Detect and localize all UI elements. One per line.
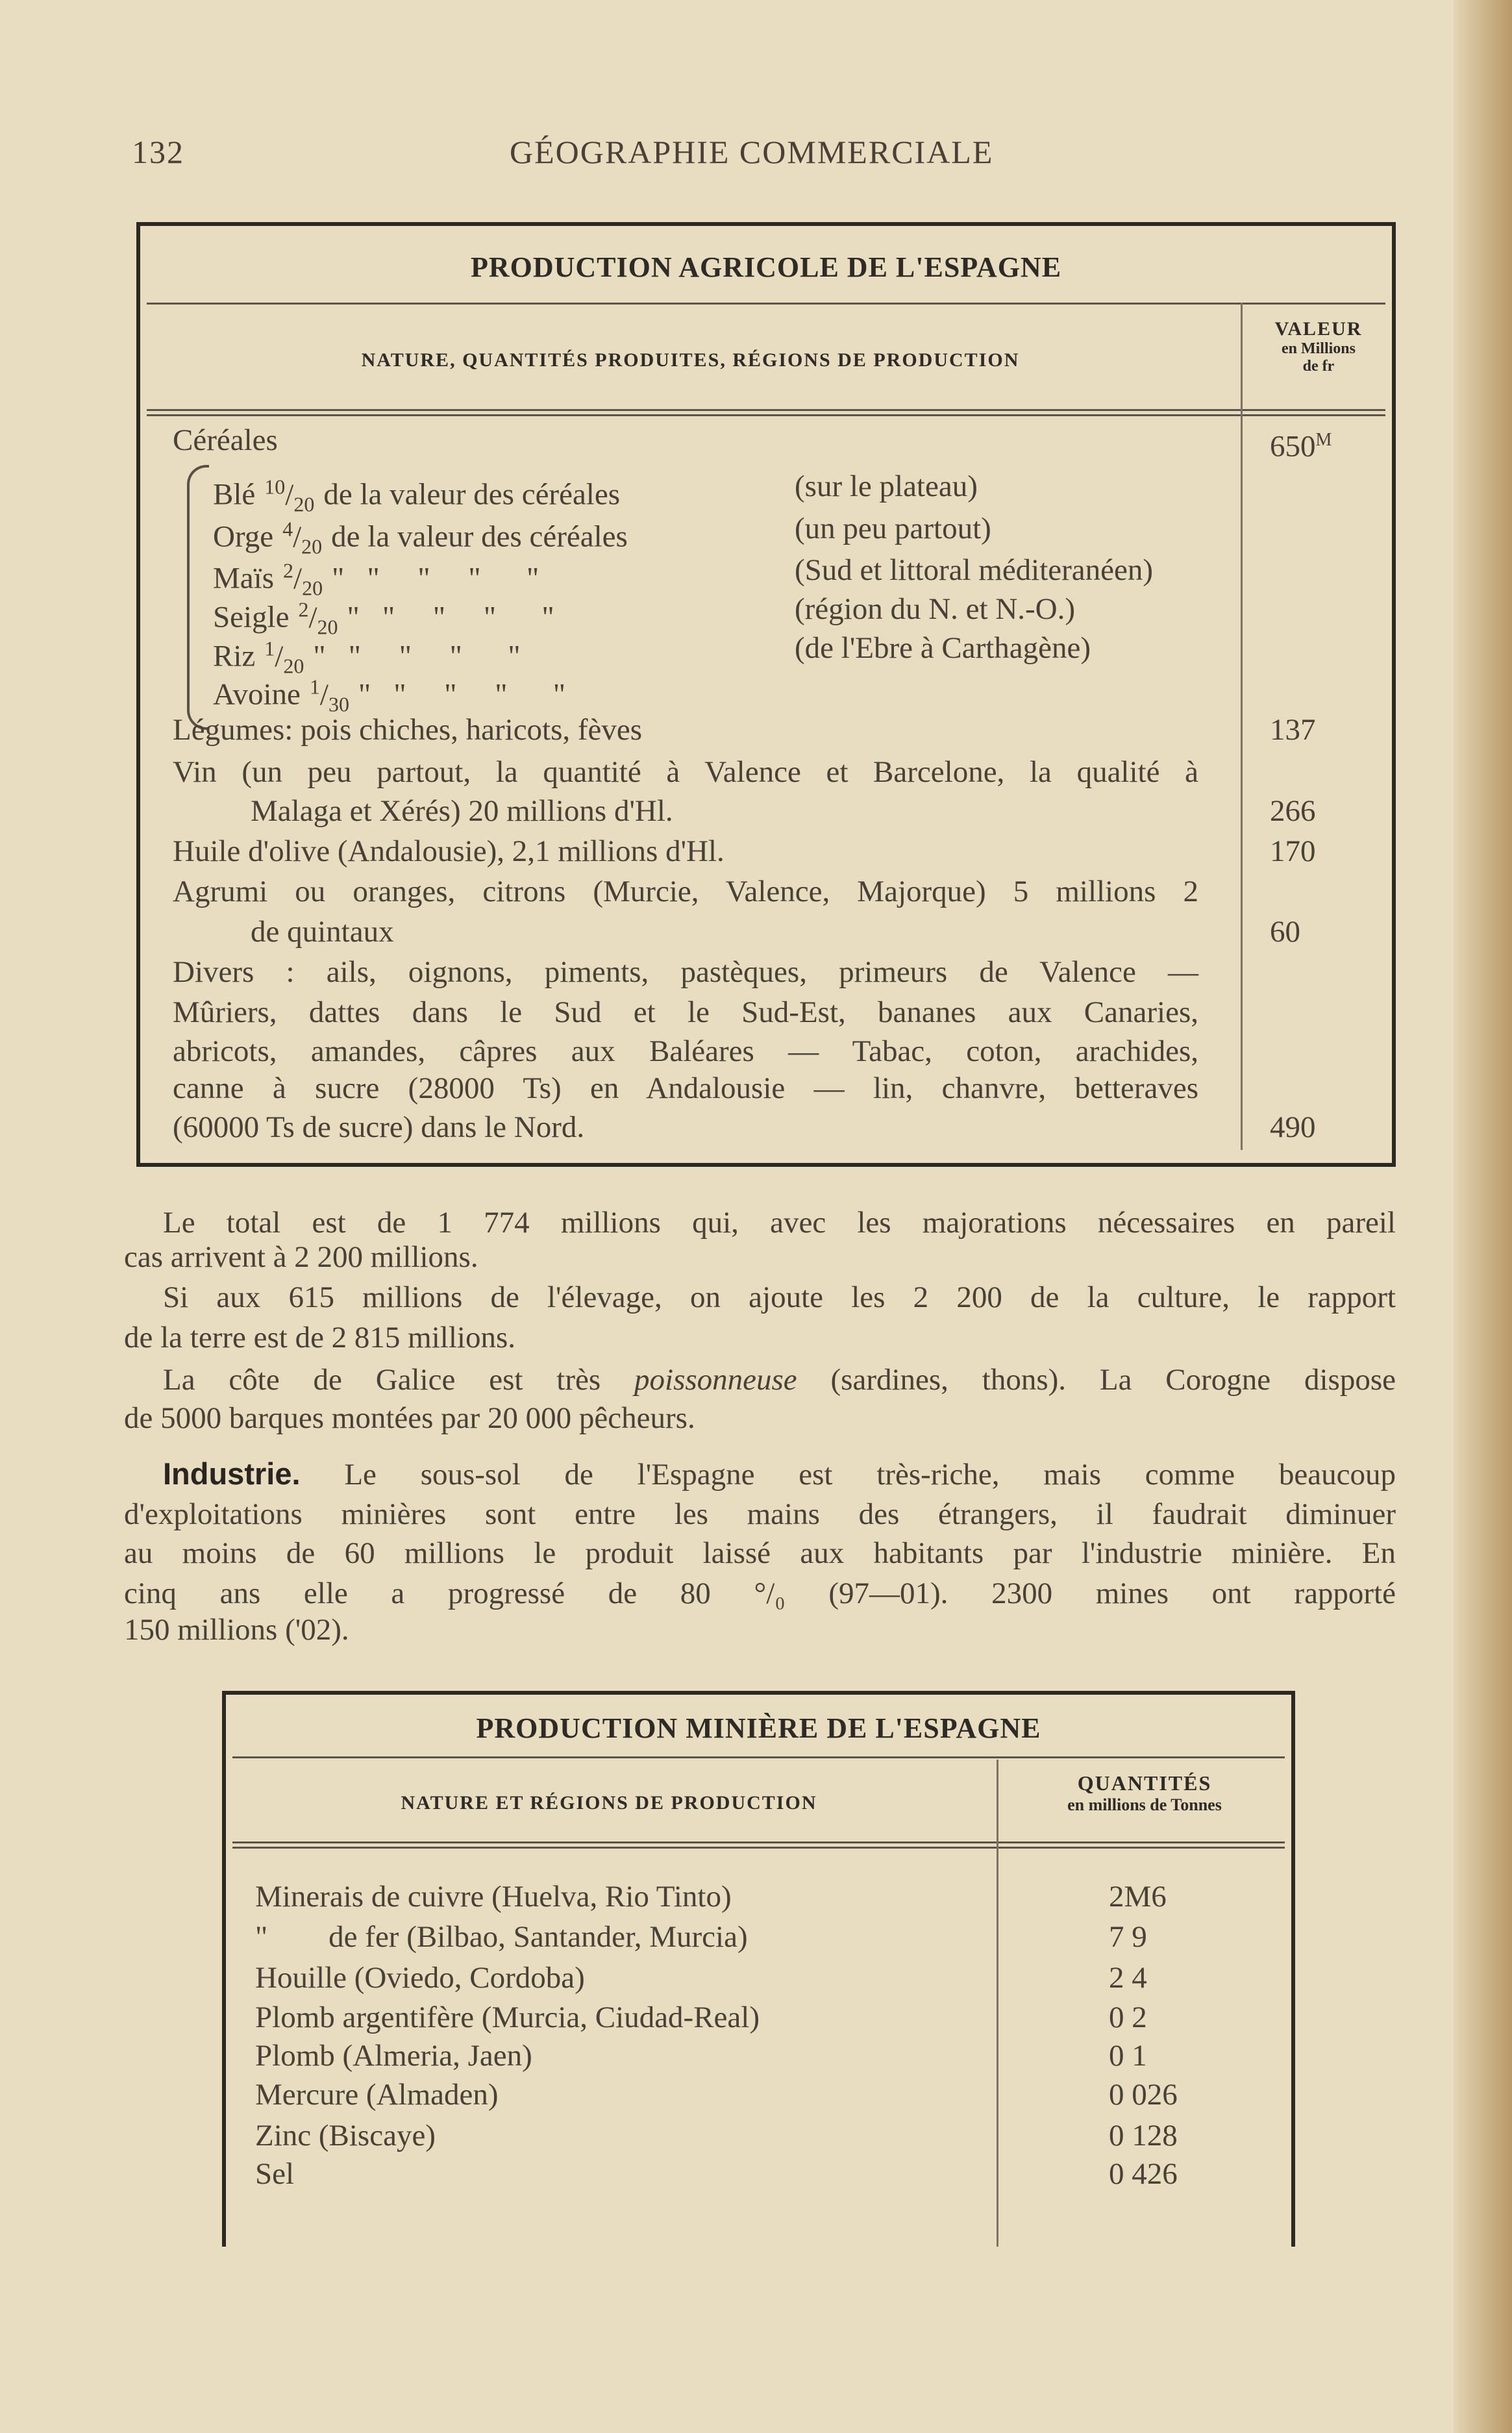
paragraph-line xyxy=(163,1278,1396,1317)
cereales-label: Céréales xyxy=(173,423,278,457)
paragraph-text: Le total est de 1 774 millions qui, avec les majorations nécessaires en pareil xyxy=(163,1206,1396,1240)
column-header-value-line: VALEUR xyxy=(1274,318,1363,340)
agri-row-value: 60 xyxy=(1270,915,1300,949)
mining-row-label: Minerais de cuivre (Huelva, Rio Tinto) xyxy=(255,1880,732,1914)
fraction: $^{10}/_{20}$ xyxy=(264,475,315,516)
fraction-numerator: 4 xyxy=(282,517,293,540)
mining-row-label: " de fer (Bilbao, Santander, Murcia) xyxy=(255,1920,748,1954)
value-unit: M xyxy=(1315,430,1332,450)
divider xyxy=(232,1847,1285,1849)
cereal-name: Riz xyxy=(213,639,256,673)
divider xyxy=(147,414,1385,416)
cereal-name: Maïs xyxy=(213,561,274,595)
paragraph-line xyxy=(124,1574,1396,1613)
table-title: PRODUCTION MINIÈRE DE L'ESPAGNE xyxy=(476,1712,1041,1744)
cereal-share: de la valeur des céréales xyxy=(323,477,621,512)
mining-row-value: 7 9 xyxy=(1109,1920,1147,1954)
fraction-denominator: 20 xyxy=(317,615,338,639)
paragraph-text: de 5000 barques montées par 20 000 pêcheurs. xyxy=(124,1401,695,1435)
agri-row-line: de quintaux xyxy=(251,915,394,949)
column-header-quantity-line: en millions de Tonnes xyxy=(1067,1795,1222,1814)
fraction-numerator: 1 xyxy=(264,636,275,660)
cereal-share: " " " " " xyxy=(358,677,566,712)
cereal-row xyxy=(213,467,1226,516)
fraction: $^1/_{30}$ xyxy=(309,675,349,716)
agri-row-line: Mûriers, dattes dans le Sud et le Sud-Est, bananes aux Canaries, xyxy=(173,995,1198,1029)
mining-row-label: Mercure (Almaden) xyxy=(255,2078,499,2112)
cereal-row xyxy=(213,629,1226,678)
paragraph-line xyxy=(163,1203,1396,1242)
cereal-region: (sur le plateau) xyxy=(795,469,978,503)
mining-row-label: Zinc (Biscaye) xyxy=(255,2119,436,2152)
mining-row-value: 0 026 xyxy=(1109,2078,1178,2112)
cereal-share: " " " " " xyxy=(332,561,539,595)
fraction-denominator: 20 xyxy=(293,492,315,516)
divider xyxy=(147,409,1385,411)
agri-row-line: Huile d'olive (Andalousie), 2,1 millions d'Hl. xyxy=(173,834,725,868)
cereal-name: Avoine xyxy=(213,677,301,712)
paragraph-line xyxy=(124,1534,1396,1573)
agri-row-value: 266 xyxy=(1270,794,1316,828)
paragraph-line xyxy=(163,1454,1396,1493)
table-title: PRODUCTION AGRICOLE DE L'ESPAGNE xyxy=(470,251,1062,283)
column-header-value-line: de fr xyxy=(1302,358,1335,375)
agri-row-value: 490 xyxy=(1270,1110,1316,1144)
agri-row-value: 170 xyxy=(1270,834,1316,868)
mining-row-value: 0 1 xyxy=(1109,2039,1147,2073)
paragraph-text: cinq ans elle a progressé de 80 °/₀ (97—01). 2300 mines ont rapporté xyxy=(124,1577,1396,1610)
cereal-region: (de l'Ebre à Carthagène) xyxy=(795,631,1091,665)
fraction-denominator: 20 xyxy=(301,534,323,558)
paragraph-line xyxy=(124,1610,1396,1649)
agri-row-line: Légumes: pois chiches, haricots, fèves xyxy=(173,713,643,747)
fraction: $^1/_{20}$ xyxy=(264,636,304,678)
column-header-value-line: en Millions xyxy=(1281,340,1356,357)
mining-row-label: Plomb argentifère (Murcia, Ciudad-Real) xyxy=(255,2001,760,2034)
cereal-row xyxy=(213,590,1226,639)
paragraph-text: au moins de 60 millions le produit laissé aux habitants par l'industrie minière. En xyxy=(124,1536,1396,1570)
agri-row-line: abricots, amandes, câpres aux Baléares — Tabac, coton, arachides, xyxy=(173,1034,1198,1068)
cereal-name: Blé xyxy=(213,477,256,512)
mining-row-label: Houille (Oviedo, Cordoba) xyxy=(255,1961,585,1995)
cereal-row xyxy=(213,509,1226,558)
paragraph-line xyxy=(124,1238,1396,1277)
fraction: $^2/_{20}$ xyxy=(298,597,338,639)
fraction-denominator: 30 xyxy=(328,692,349,716)
agri-row-line: Divers : ails, oignons, piments, pastèques, primeurs de Valence — xyxy=(173,955,1198,989)
paragraph-line xyxy=(124,1318,1396,1357)
column-header-value xyxy=(1244,318,1393,375)
page-edge-shadow xyxy=(1454,0,1512,2433)
cereal-share: " " " " " xyxy=(347,600,554,634)
agri-row-line: Agrumi ou oranges, citrons (Murcie, Valence, Majorque) 5 millions 2 xyxy=(173,875,1198,908)
divider xyxy=(147,303,1385,305)
agri-row-line: canne à sucre (28000 Ts) en Andalousie — lin, chanvre, betteraves xyxy=(173,1071,1198,1105)
page-number: 132 xyxy=(132,134,184,170)
cereal-region: (Sud et littoral méditeranéen) xyxy=(795,553,1154,587)
emphasis: poissonneuse xyxy=(634,1363,797,1397)
column-header-nature: NATURE ET RÉGIONS DE PRODUCTION xyxy=(401,1792,817,1814)
mining-row-value: 0 2 xyxy=(1109,2001,1147,2034)
paragraph-text: de la terre est de 2 815 millions. xyxy=(124,1321,516,1354)
brace xyxy=(187,465,209,730)
column-divider xyxy=(1241,303,1243,1150)
paragraph-text: cas arrivent à 2 200 millions. xyxy=(124,1240,478,1274)
cereal-name: Orge xyxy=(213,519,274,554)
agri-row-line: (60000 Ts de sucre) dans le Nord. xyxy=(173,1110,585,1144)
cereal-row xyxy=(213,551,1226,600)
section-heading: Industrie. xyxy=(163,1456,301,1491)
cereal-share: " " " " " xyxy=(313,639,521,673)
fraction-numerator: 2 xyxy=(283,558,293,582)
cereal-share: de la valeur des céréales xyxy=(331,519,628,554)
column-header-quantity-line: QUANTITÉS xyxy=(1077,1771,1212,1795)
mining-production-table xyxy=(222,1691,1295,2247)
column-header-nature: NATURE, QUANTITÉS PRODUITES, RÉGIONS DE PRODUCTION xyxy=(361,349,1020,371)
mining-row-label: Plomb (Almeria, Jaen) xyxy=(255,2039,532,2073)
running-title: GÉOGRAPHIE COMMERCIALE xyxy=(510,134,994,170)
cereal-name: Seigle xyxy=(213,600,290,634)
value-number: 650 xyxy=(1270,429,1316,464)
fraction: $^2/_{20}$ xyxy=(283,558,323,600)
mining-row-value: 2 4 xyxy=(1109,1961,1147,1995)
paragraph-text: d'exploitations minières sont entre les mains des étrangers, il faudrait diminuer xyxy=(124,1497,1396,1531)
mining-row-value: 0 128 xyxy=(1109,2119,1178,2152)
agri-row-value: 137 xyxy=(1270,713,1316,747)
agri-row-line: Vin (un peu partout, la quantité à Valence et Barcelone, la qualité à xyxy=(173,755,1198,789)
paragraph-line xyxy=(124,1399,1396,1438)
fraction-denominator: 20 xyxy=(302,576,323,600)
fraction-numerator: 1 xyxy=(309,675,320,698)
fraction: $^4/_{20}$ xyxy=(282,517,323,558)
agri-row-line: Malaga et Xérés) 20 millions d'Hl. xyxy=(251,794,673,828)
cereal-region: (région du N. et N.-O.) xyxy=(795,592,1076,626)
fraction-numerator: 2 xyxy=(298,597,309,621)
divider xyxy=(232,1756,1285,1758)
divider xyxy=(232,1841,1285,1843)
paragraph-text: Si aux 615 millions de l'élevage, on ajoute les 2 200 de la culture, le rapport xyxy=(163,1280,1396,1314)
agricultural-production-table xyxy=(136,222,1396,1167)
paragraph-line xyxy=(124,1495,1396,1534)
cereal-region: (un peu partout) xyxy=(795,512,991,545)
mining-row-label: Sel xyxy=(255,2157,295,2191)
fraction-numerator: 10 xyxy=(264,475,286,498)
paragraph-text: Le sous-sol de l'Espagne est très-riche, mais comme beaucoup xyxy=(344,1458,1396,1491)
fraction-denominator: 20 xyxy=(283,654,304,678)
cereal-row xyxy=(213,667,1226,716)
mining-row-value: 0 426 xyxy=(1109,2157,1178,2191)
cereales-value xyxy=(1270,421,1332,466)
column-header-quantity xyxy=(998,1771,1291,1815)
paragraph-line: La côte de Galice est très poissonneuse (sardines, thons). La Corogne dispose xyxy=(163,1363,1396,1397)
mining-row-value: 2M6 xyxy=(1109,1880,1167,1914)
paragraph-text: 150 millions ('02). xyxy=(124,1613,349,1647)
column-divider xyxy=(997,1760,998,2247)
